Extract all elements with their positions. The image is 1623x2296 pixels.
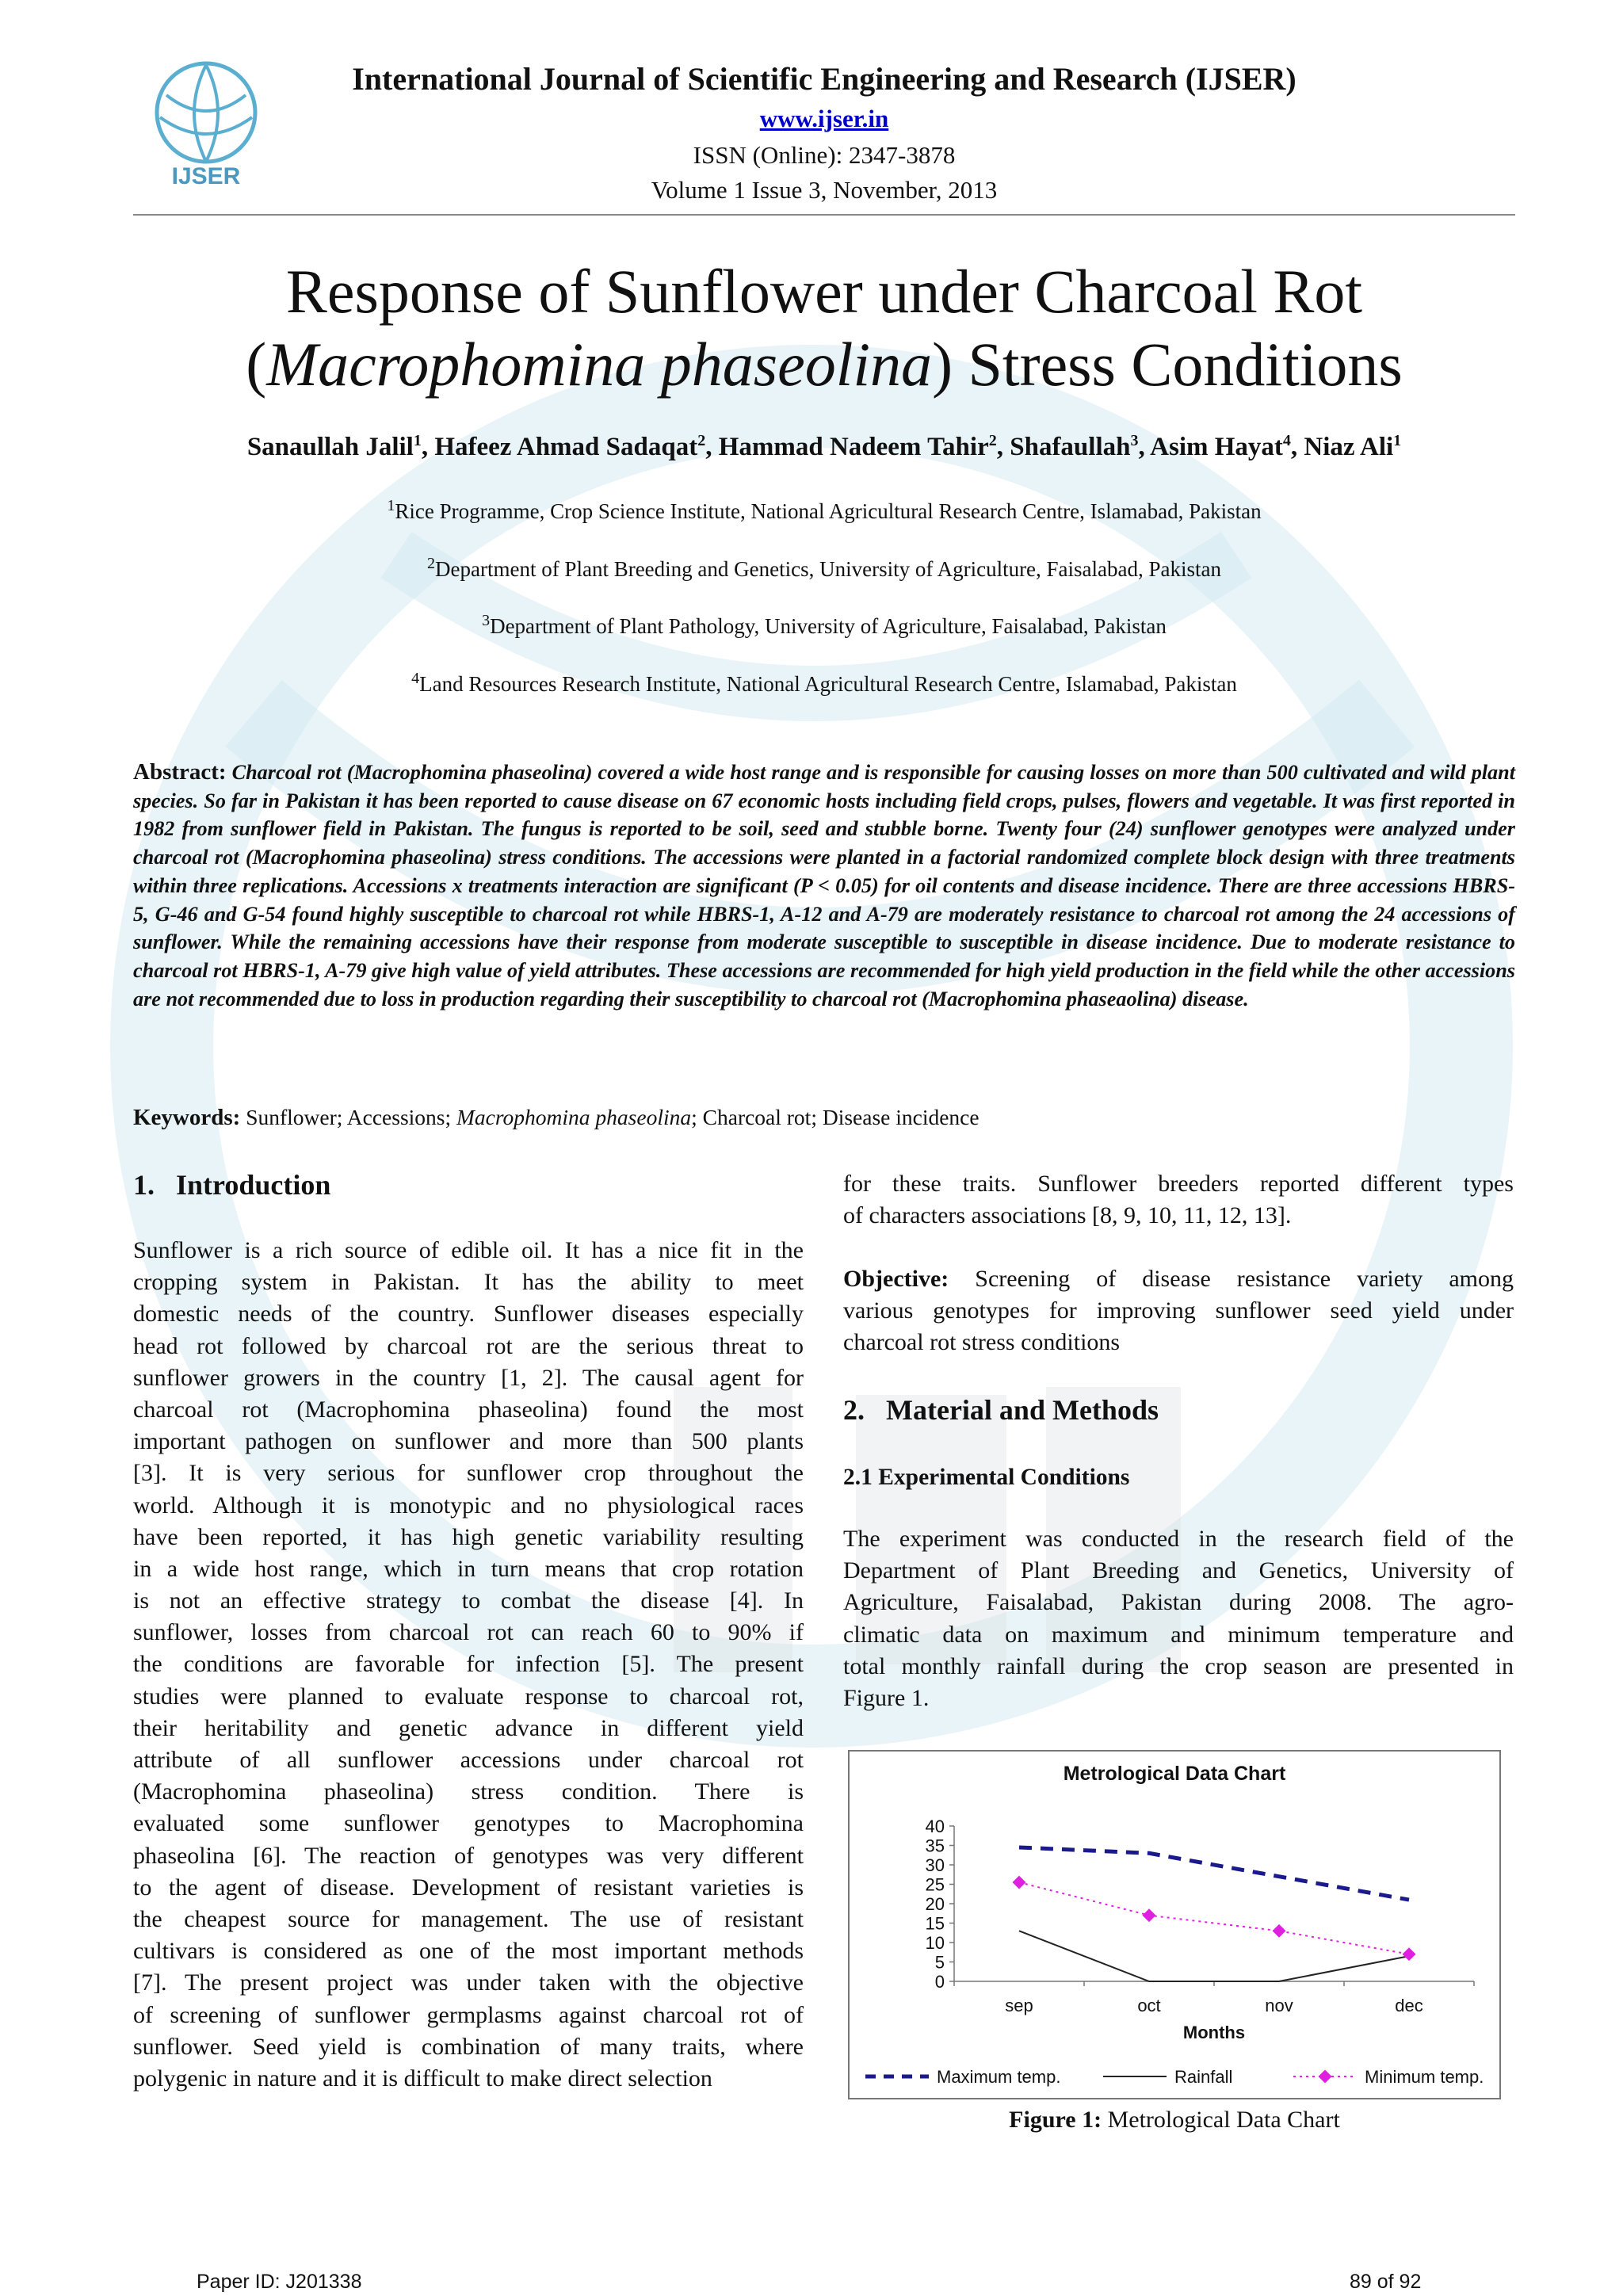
text-line: Agriculture, Faisalabad, Pakistan during 2008. The agro- xyxy=(843,1589,1514,1616)
series-line-rainfall xyxy=(1019,1931,1409,1981)
text-line: charcoal rot stress conditions xyxy=(843,1329,1121,1356)
text-line: cultivars is considered as one of the most important methods xyxy=(133,1938,804,1965)
text-line: to the agent of disease. Development of resistant varieties is xyxy=(133,1874,804,1901)
issn: ISSN (Online): 2347-3878 xyxy=(693,141,956,169)
author: Hammad Nadeem Tahir$^2$, xyxy=(718,432,1010,461)
text-line: Department of Plant Breeding and Genetics, University of xyxy=(843,1557,1514,1584)
text-line: the cheapest source for management. The use of resistant xyxy=(133,1905,804,1932)
y-tick-label: 0 xyxy=(934,1972,945,1992)
text-line: cropping system in Pakistan. It has the ability to meet xyxy=(133,1269,804,1296)
header-rule xyxy=(133,214,1515,216)
y-tick-label: 15 xyxy=(925,1913,945,1934)
keywords: Keywords: Sunflower; Accessions; Macrophomina phaseolina; Charcoal rot; Disease incidence xyxy=(133,1105,980,1130)
text-line: various genotypes for improving sunflower seed yield under xyxy=(843,1297,1514,1324)
affiliation-3: $^3$Department of Plant Pathology, University of Agriculture, Faisalabad, Pakistan xyxy=(482,612,1167,638)
title-species: Macrophomina phaseolina xyxy=(266,330,933,399)
legend-label: Maximum temp. xyxy=(937,2067,1061,2087)
x-tick-label: dec xyxy=(1395,1996,1423,2015)
y-tick-label: 5 xyxy=(934,1952,945,1973)
text-line: of characters associations [8, 9, 10, 11, 12, 13]. xyxy=(843,1202,1292,1229)
text-line: the conditions are favorable for infection [5]. The present xyxy=(133,1651,804,1678)
text-line: climatic data on maximum and minimum temperature and xyxy=(843,1621,1514,1648)
section-2-heading: 2. Material and Methods xyxy=(843,1394,1159,1426)
text-line: [3]. It is very serious for sunflower crop throughout the xyxy=(133,1460,804,1487)
section-1-heading: 1. Introduction xyxy=(133,1169,331,1201)
objective-label: Objective: xyxy=(843,1266,949,1292)
author-list xyxy=(133,432,1515,462)
text-line: of screening of sunflower germplasms against charcoal rot of xyxy=(133,2001,804,2028)
ijser-logo xyxy=(143,55,269,190)
text-line: their heritability and genetic advance in different yield xyxy=(133,1714,804,1741)
x-tick-label: nov xyxy=(1265,1996,1293,2015)
author: Asim Hayat$^4$, xyxy=(1150,432,1304,461)
text-line: Sunflower is a rich source of edible oil. It has a nice fit in the xyxy=(133,1237,804,1263)
text-line: studies were planned to evaluate response to charcoal rot, xyxy=(133,1683,804,1710)
data-point-marker xyxy=(1013,1876,1026,1889)
text-line: sunflower. Seed yield is combination of many traits, where xyxy=(133,2033,804,2060)
text-line: head rot followed by charcoal rot are the serious threat to xyxy=(133,1332,804,1359)
affiliation-2: $^2$Department of Plant Breeding and Genetics, University of Agriculture, Faisalabad, Pakistan xyxy=(427,555,1221,581)
x-tick-label: sep xyxy=(1005,1996,1033,2015)
footer-page-number: 89 of 92 xyxy=(1350,2271,1422,2293)
data-point-marker xyxy=(1273,1924,1286,1938)
volume-issue: Volume 1 Issue 3, November, 2013 xyxy=(651,176,998,204)
line-chart xyxy=(850,1752,1499,2098)
text-line: polygenic in nature and it is difficult to make direct selection xyxy=(133,2065,712,2092)
text-line: domestic needs of the country. Sunflower diseases especially xyxy=(133,1301,804,1328)
text-line: The experiment was conducted in the research field of the xyxy=(843,1526,1514,1552)
y-tick-label: 25 xyxy=(925,1874,945,1895)
y-tick-label: 30 xyxy=(925,1855,945,1875)
text-line: total monthly rainfall during the crop season are presented in xyxy=(843,1652,1514,1679)
data-point-marker xyxy=(1143,1908,1156,1922)
text-line: [7]. The present project was under taken with the objective xyxy=(133,1969,804,1996)
journal-name: International Journal of Scientific Engineering and Research (IJSER) xyxy=(352,61,1296,97)
text-line: is not an effective strategy to combat the disease [4]. In xyxy=(133,1587,804,1614)
series-line-maximum-temp xyxy=(1019,1847,1409,1900)
affiliation-4: $^4$Land Resources Research Institute, National Agricultural Research Centre, Islamabad, Pakistan xyxy=(411,670,1237,696)
legend-label: Rainfall xyxy=(1174,2067,1233,2087)
chart-title: Metrological Data Chart xyxy=(1063,1763,1286,1785)
text-line: in a wide host range, which in turn means that crop rotation xyxy=(133,1555,804,1582)
footer-paper-id: Paper ID: J201338 xyxy=(197,2271,362,2293)
data-point-marker xyxy=(1403,1947,1416,1961)
y-tick-label: 35 xyxy=(925,1836,945,1856)
keywords-label: Keywords: xyxy=(133,1105,241,1130)
text-line: for these traits. Sunflower breeders reported different types xyxy=(843,1171,1514,1197)
experimental-conditions-text xyxy=(843,1523,1514,1714)
logo-text: IJSER xyxy=(171,163,241,189)
abstract-label: Abstract: xyxy=(133,759,227,785)
text-line: (Macrophomina phaseolina) stress condition. There is xyxy=(133,1778,804,1805)
y-tick-label: 20 xyxy=(925,1894,945,1914)
legend-label: Minimum temp. xyxy=(1365,2067,1484,2087)
y-tick-label: 40 xyxy=(925,1817,945,1836)
text-line: Objective: Screening of disease resistance variety among xyxy=(843,1266,1514,1292)
paper-title-line-2: (Macrophomina phaseolina) Stress Conditions xyxy=(246,330,1403,399)
journal-url-link[interactable]: www.ijser.in xyxy=(759,105,889,132)
text-line: sunflower growers in the country [1, 2]. The causal agent for xyxy=(133,1364,804,1391)
text-line: charcoal rot (Macrophomina phaseolina) found the most xyxy=(133,1396,804,1423)
text-line: Figure 1. xyxy=(843,1684,930,1711)
figure-1-chart xyxy=(848,1750,1501,2099)
text-line: sunflower, losses from charcoal rot can reach 60 to 90% if xyxy=(133,1619,804,1646)
text-line: phaseolina [6]. The reaction of genotypes was very different xyxy=(133,1842,804,1869)
author: Sanaullah Jalil$^1$, xyxy=(246,432,435,461)
section-2-1-heading: 2.1 Experimental Conditions xyxy=(843,1465,1130,1490)
author: Hafeez Ahmad Sadaqat$^2$, xyxy=(434,432,719,461)
author: Niaz Ali$^1$ xyxy=(1304,432,1402,461)
text-line: world. Although it is monotypic and no physiological races xyxy=(133,1492,804,1519)
x-axis-label: Months xyxy=(1182,2023,1246,2042)
text-line: attribute of all sunflower accessions under charcoal rot xyxy=(133,1747,804,1773)
series-line-minimum-temp xyxy=(1019,1882,1409,1954)
introduction-text xyxy=(133,1235,804,2095)
abstract xyxy=(133,758,1515,1013)
affiliation-1: $^1$Rice Programme, Crop Science Institute, National Agricultural Research Centre, Islamabad, Pakistan xyxy=(387,497,1262,523)
paper-title-line-1: Response of Sunflower under Charcoal Rot xyxy=(285,257,1363,326)
intro-continued-text xyxy=(843,1168,1514,1232)
x-tick-label: oct xyxy=(1137,1996,1161,2015)
author: Shafaullah$^3$, xyxy=(1010,432,1151,461)
text-line: have been reported, it has high genetic variability resulting xyxy=(133,1523,804,1550)
text-line: important pathogen on sunflower and more than 500 plants xyxy=(133,1428,804,1455)
legend-marker xyxy=(1319,2070,1332,2084)
objective-paragraph xyxy=(843,1263,1514,1359)
abstract-text: Charcoal rot (Macrophomina phaseolina) covered a wide host range and is responsible for causing losses on more than 500 cultivated and wild plant species. So far in Pakistan it has been reported to cause disease on 67 economic hosts including field crops, pulses, flowers and vegetable. It was first reported in 1982 from sunflower field in Pakistan. The fungus is reported to be soil, seed and stubble borne. Twenty four (24) sunflower genotypes were analyzed under charcoal rot (Macrophomina phaseolina) stress conditions. The accessions were planted in a factorial randomized complete block design with three treatments within three replications. Accessions x treatments interaction are significant (P < 0.05) for oil contents and disease incidence. There are three accessions HBRS-5, G-46 and G-54 found highly susceptible to charcoal rot while HBRS-1, A-12 and A-79 are moderately resistance to charcoal rot among the 24 accessions of sunflower. While the remaining accessions have their response from moderate susceptible to susceptible in disease incidence. Due to moderate resistance to charcoal rot HBRS-1, A-79 give high value of yield attributes. These accessions are recommended for high yield production in the field while the other accessions are not recommended due to loss in production regarding their susceptibility to charcoal rot (Macrophomina phaseaolina) disease. xyxy=(133,761,1515,1010)
text-line: evaluated some sunflower genotypes to Macrophomina xyxy=(133,1810,804,1837)
figure-caption: Figure 1: Metrological Data Chart xyxy=(1009,2107,1340,2133)
y-tick-label: 10 xyxy=(925,1933,945,1953)
